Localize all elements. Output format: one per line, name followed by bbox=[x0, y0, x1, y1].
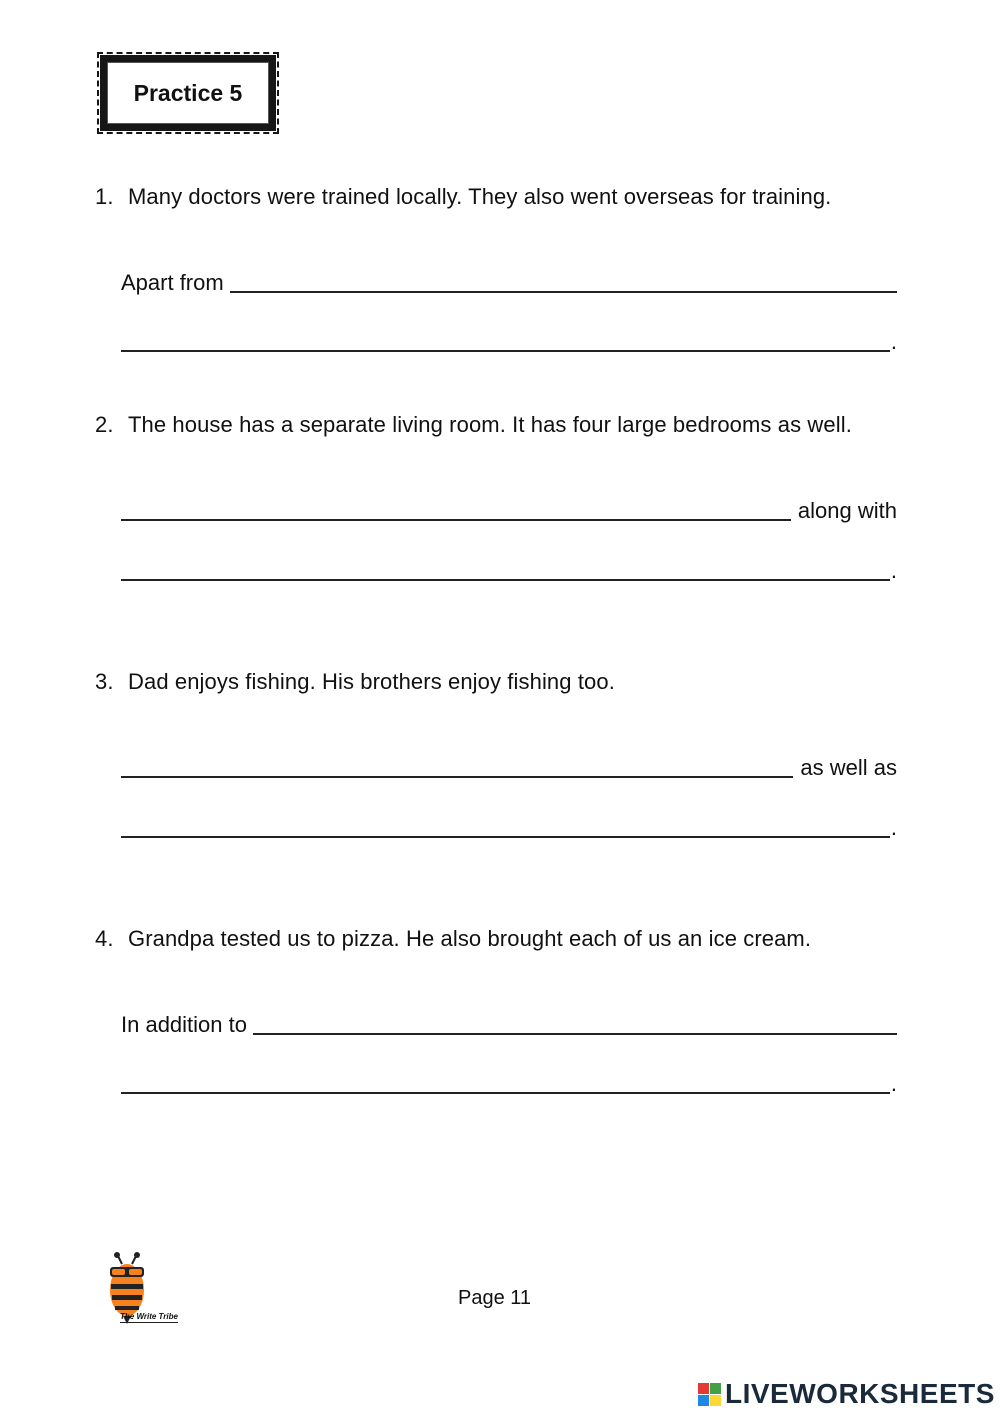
answer-blank[interactable] bbox=[121, 1092, 890, 1094]
page-number: Page 11 bbox=[458, 1287, 532, 1309]
answer-blank[interactable] bbox=[121, 519, 791, 521]
question-number: 1. bbox=[95, 184, 114, 209]
practice-title-box bbox=[100, 55, 276, 131]
watermark-text: LIVEWORKSHEETS bbox=[725, 1378, 995, 1409]
answer-line-3b[interactable] bbox=[121, 811, 897, 841]
answer-line-4b[interactable] bbox=[121, 1067, 897, 1097]
line-period: . bbox=[890, 558, 897, 583]
line-suffix: along with bbox=[797, 498, 897, 523]
question-sentence: Grandpa tested us to pizza. He also brought each of us an ice cream. bbox=[128, 926, 812, 951]
question-2 bbox=[95, 412, 852, 438]
question-4 bbox=[95, 926, 811, 952]
line-period: . bbox=[890, 329, 897, 354]
answer-blank[interactable] bbox=[121, 579, 890, 581]
line-prefix: Apart from bbox=[121, 270, 224, 295]
line-suffix: as well as bbox=[800, 755, 897, 780]
liveworksheets-watermark bbox=[698, 1378, 995, 1410]
answer-blank[interactable] bbox=[121, 776, 793, 778]
answer-line-2b[interactable] bbox=[121, 554, 897, 584]
liveworksheets-logo-icon bbox=[698, 1383, 721, 1406]
answer-blank[interactable] bbox=[121, 350, 890, 352]
question-sentence: The house has a separate living room. It has four large bedrooms as well. bbox=[128, 412, 852, 437]
answer-line-2a[interactable] bbox=[121, 494, 897, 524]
question-number: 2. bbox=[95, 412, 114, 437]
answer-blank[interactable] bbox=[121, 836, 890, 838]
answer-blank[interactable] bbox=[230, 291, 897, 293]
question-number: 3. bbox=[95, 669, 114, 694]
question-sentence: Many doctors were trained locally. They also went overseas for training. bbox=[128, 184, 832, 209]
logo-caption: The Write Tribe bbox=[120, 1312, 178, 1321]
line-prefix: In addition to bbox=[121, 1012, 247, 1037]
line-period: . bbox=[890, 1071, 897, 1096]
question-1 bbox=[95, 184, 831, 210]
practice-title: Practice 5 bbox=[133, 79, 243, 106]
write-tribe-logo bbox=[100, 1250, 210, 1330]
question-3 bbox=[95, 669, 615, 695]
answer-line-1a[interactable] bbox=[121, 266, 897, 296]
line-period: . bbox=[890, 815, 897, 840]
question-number: 4. bbox=[95, 926, 114, 951]
question-sentence: Dad enjoys fishing. His brothers enjoy fishing too. bbox=[128, 669, 615, 694]
answer-line-1b[interactable] bbox=[121, 325, 897, 355]
answer-blank[interactable] bbox=[253, 1033, 897, 1035]
answer-line-4a[interactable] bbox=[121, 1008, 897, 1038]
answer-line-3a[interactable] bbox=[121, 751, 897, 781]
